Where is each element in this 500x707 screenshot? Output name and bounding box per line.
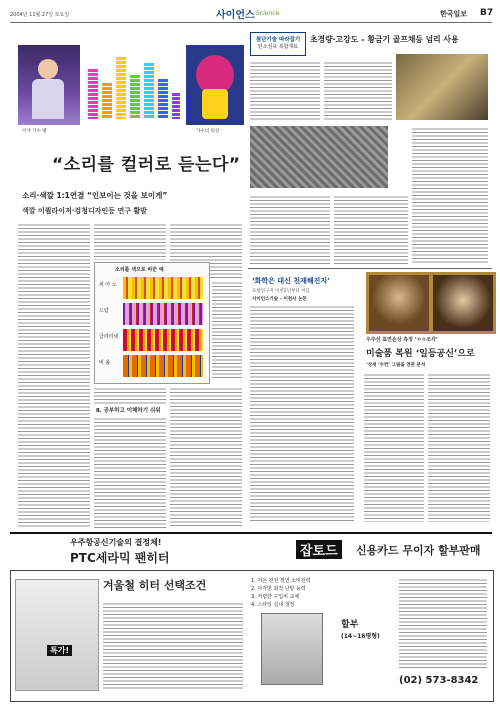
middle-kicker: 사이언스기술 – 이천사 논문 xyxy=(252,297,307,302)
article-text-col2b xyxy=(94,386,166,404)
ad-phone: (02) 573-8342 xyxy=(399,675,479,686)
ad-banner xyxy=(10,532,492,572)
tech-kicker-box xyxy=(250,32,306,56)
ad-fine-print xyxy=(103,601,243,689)
divider xyxy=(248,268,492,269)
issue-date: 2004년 11월 27일 토요일 xyxy=(10,12,70,18)
box-label-1: 피 아 노 xyxy=(99,282,117,288)
photo-caption-2: 가수의 의상 xyxy=(196,129,220,134)
right-mid-headline: 미술품 복원 ‘일등공신’으로 xyxy=(366,349,475,359)
ad-line1: 우주항공신기술의 결정체! xyxy=(70,538,162,547)
color-equalizer-graphic xyxy=(84,45,184,125)
ad-right-text xyxy=(399,577,487,669)
right-mid-kicker: 우주선 표면손상 측정 ‘ㅇㅇ조각’ xyxy=(366,337,438,343)
costume-photo xyxy=(186,45,244,125)
right-top-text-b xyxy=(324,60,392,120)
ad-body xyxy=(10,570,494,702)
right-top-headline: 초경량·고강도 – 황금기 골프채등 넘리 사용 xyxy=(310,35,459,44)
right-top-text-c xyxy=(250,194,330,264)
right-top-text-a xyxy=(250,60,320,120)
painting-photo-2 xyxy=(430,272,496,334)
box-label-2: 드럼 xyxy=(99,308,109,314)
section-subtitle: Science xyxy=(256,10,280,17)
subhead-1: Ⅱ. 공부하고 이해하기 쉬워 xyxy=(96,408,161,414)
middle-text xyxy=(250,304,354,522)
right-top-text-e xyxy=(412,126,488,264)
page-header xyxy=(10,6,492,23)
article-deck: 소리·색깔 1:1연결 “인보이는 것을 보이게” xyxy=(22,191,168,200)
middle-quote: ‘화학은 대신 천재해진지’ xyxy=(252,277,330,285)
page-number: B7 xyxy=(480,8,494,18)
ad-list-1: 1. 저온 전원 절연 소비전력 xyxy=(251,578,311,584)
ad-event: 할부 xyxy=(341,620,359,630)
carbon-fiber-photo xyxy=(250,126,388,188)
ad-title: 겨울철 히터 선택조건 xyxy=(103,579,207,592)
singer-photo xyxy=(18,45,80,125)
ad-badge-1: 특가! xyxy=(47,645,72,656)
tech-kicker: 첨단기술 따라잡기 xyxy=(255,37,301,43)
right-mid-text-b xyxy=(428,372,490,522)
painting-photo xyxy=(366,272,432,334)
box-label-3: 클라리넷 xyxy=(99,334,119,340)
article-text-col1 xyxy=(18,222,90,528)
right-mid-deck: ‘상세 ‘수련’ 그림을 연관 분석 xyxy=(366,363,426,368)
newspaper-name: 한국일보 xyxy=(440,10,468,18)
ad-brand: 잡토드 xyxy=(296,540,342,559)
main-headline: “소리를 컬러로 듣는다” xyxy=(52,155,241,175)
box-label-4: 비 올 xyxy=(99,360,111,366)
article-text-col3b xyxy=(212,280,242,380)
ad-heater-image xyxy=(15,579,99,691)
sound-color-box xyxy=(94,262,210,384)
section-title: 사이언스 xyxy=(216,10,255,21)
ad-tagline: 신용카드 무이자 할부판매 xyxy=(356,544,481,557)
article-subdeck: 색깔 이퀄라이저·검청디자인등 연구 활발 xyxy=(22,207,147,215)
right-mid-text-a xyxy=(364,372,424,522)
right-top-text-d xyxy=(334,194,408,264)
ad-line2: PTC세라믹 팬히터 xyxy=(70,551,170,565)
ad-list-3: 3. 저렴한 구입비 교체 xyxy=(251,594,300,600)
ad-date: (14~16평형) xyxy=(341,633,380,640)
tech-kicker-sub: 탄소섬유 복합재료 xyxy=(257,44,299,50)
ad-list-4: 4. 스타일 실내 청정 xyxy=(251,602,295,608)
article-text-col2 xyxy=(94,222,166,260)
golf-photo xyxy=(396,54,488,120)
box-title: 소리를 색으로 바꾼 예 xyxy=(115,267,164,273)
ad-list-2: 2. 사각방 최적 난방 능력 xyxy=(251,586,306,592)
middle-sub: 포항연구지 이천2년부터 이름 xyxy=(252,289,310,294)
ad-heater-product xyxy=(261,613,323,685)
photo-caption-1: 이색 가수 멜 xyxy=(22,129,47,134)
article-text-col3c xyxy=(170,386,242,528)
article-text-col2c xyxy=(94,416,166,528)
